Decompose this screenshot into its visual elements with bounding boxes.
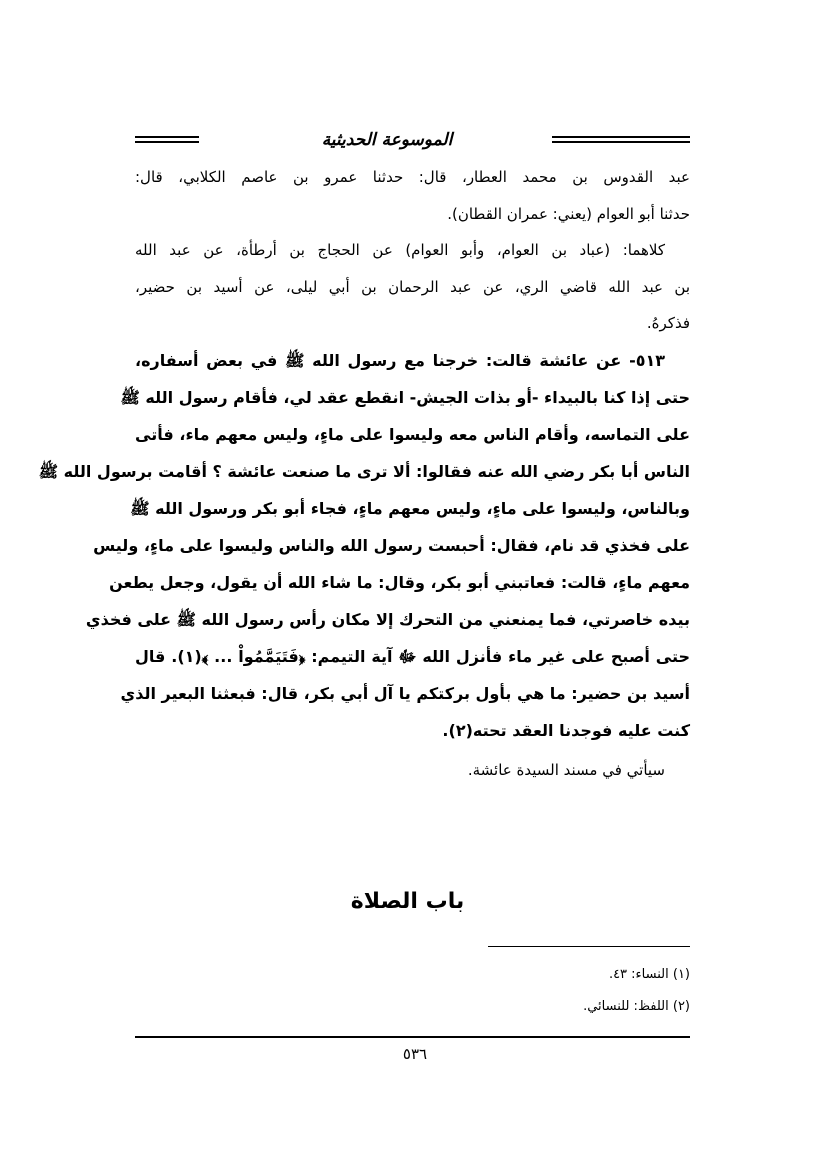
page-number: ٥٣٦ (402, 1045, 428, 1063)
cross-reference-note: سيأتي في مسند السيدة عائشة. (467, 761, 665, 779)
text-line: حدثنا أبو العوام (يعني: عمران القطان). (447, 205, 690, 223)
text-line: فذكرهُ. (646, 314, 690, 332)
header-rule-right (552, 136, 690, 143)
hadith-line: كنت عليه فوجدنا العقد تحته(٢). (442, 721, 690, 740)
hadith-line: بيده خاصرتي، فما يمنعني من التحرك إلا مكان رأس رسول الله ﷺ على فخذي (85, 610, 690, 629)
footnote-separator (488, 946, 690, 947)
hadith-line: معهم ماءٍ، قالت: فعاتبني أبو بكر، وقال: ما شاء الله أن يقول، وجعل يطعن (109, 573, 690, 592)
hadith-line: حتى أصبح على غير ماء فأنزل الله ﷻ آية التيمم: ﴿فَتَيَمَّمُواْ ... ﴾(١). قال (135, 647, 691, 666)
hadith-line: حتى إذا كنا بالبيداء -أو بذات الجيش- انقطع عقد لي، فأقام رسول الله ﷺ (120, 388, 690, 407)
hadith-line: على التماسه، وأقام الناس معه وليسوا على ماءٍ، وليس معهم ماء، فأتى (135, 425, 690, 444)
hadith-line: ٥١٣- عن عائشة قالت: خرجنا مع رسول الله ﷺ في بعض أسفاره، (135, 351, 665, 370)
hadith-line: الناس أبا بكر رضي الله عنه فقالوا: ألا ترى ما صنعت عائشة ؟ أقامت برسول الله ﷺ (38, 462, 690, 481)
header-rule-left (135, 136, 199, 143)
footnote: (١) النساء: ٤٣. (608, 967, 690, 982)
hadith-line: وبالناس، وليسوا على ماءٍ، وليس معهم ماءٍ، فجاء أبو بكر ورسول الله ﷺ (130, 499, 690, 518)
hadith-line: أسيد بن حضير: ما هي بأول بركتكم يا آل أبي بكر، قال: فبعثنا البعير الذي (120, 684, 690, 703)
text-line: كلاهما: (عباد بن العوام، وأبو العوام) عن الحجاج بن أرطأة، عن عبد الله (135, 241, 665, 259)
running-header-title: الموسوعة الحديثية (321, 130, 453, 150)
section-title: باب الصلاة (350, 889, 465, 914)
hadith-line: على فخذي قد نام، فقال: أحبست رسول الله والناس وليسوا على ماءٍ، وليس (93, 536, 690, 555)
footnote: (٢) اللفظ: للنسائي. (583, 999, 690, 1014)
text-line: بن عبد الله قاضي الري، عن عبد الرحمان بن أبي ليلى، عن أسيد بن حضير، (135, 278, 690, 296)
text-line: عبد القدوس بن محمد العطار، قال: حدثنا عمرو بن عاصم الكلابي، قال: (135, 168, 690, 186)
bottom-rule (135, 1036, 690, 1038)
